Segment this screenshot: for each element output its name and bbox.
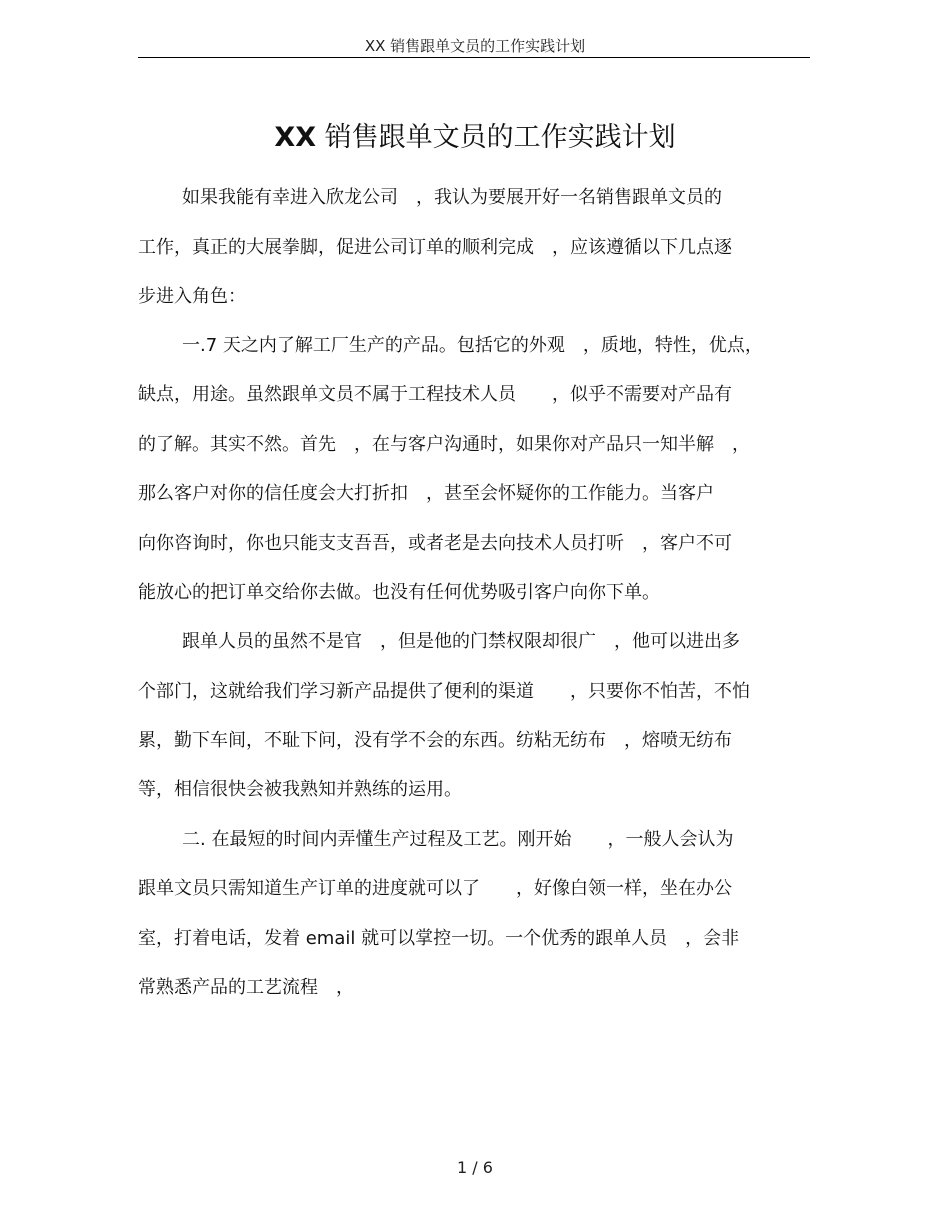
- body-line-5: 缺点，用途。虽然跟单文员不属于工程技术人员 ，似乎不需要对产品有: [138, 384, 732, 405]
- body-line-4: 一.7 天之内了解工厂生产的产品。包括它的外观 ，质地，特性，优点，: [182, 335, 763, 356]
- body-line-16: 室，打着电话，发着 email 就可以掌控一切。一个优秀的跟单人员 ，会非: [138, 928, 740, 949]
- body-line-10: 跟单人员的虽然不是官 ，但是他的门禁权限却很广 ，他可以进出多: [182, 631, 740, 652]
- body-line-6: 的了解。其实不然。首先 ，在与客户沟通时，如果你对产品只一知半解 ，: [138, 434, 750, 455]
- body-line-14: 二. 在最短的时间内弄懂生产过程及工艺。刚开始 ，一般人会认为: [182, 829, 734, 850]
- body-line-13: 等，相信很快会被我熟知并熟练的运用。: [138, 779, 462, 800]
- body-line-17: 常熟悉产品的工艺流程 ，: [138, 977, 354, 998]
- body-line-3: 步进入角色：: [138, 286, 246, 307]
- document-title-prefix: XX: [274, 122, 317, 153]
- running-header: XX 销售跟单文员的工作实践计划: [364, 37, 586, 55]
- body-line-11: 个部门，这就给我们学习新产品提供了便利的渠道 ，只要你不怕苦，不怕: [138, 681, 750, 702]
- body-line-12: 累，勤下车间，不耻下问，没有学不会的东西。纺粘无纺布 ，熔喷无纺布: [138, 730, 732, 751]
- body-line-9: 能放心的把订单交给你去做。也没有任何优势吸引客户向你下单。: [138, 582, 660, 603]
- body-line-2: 工作，真正的大展拳脚，促进公司订单的顺利完成 ，应该遵循以下几点逐: [138, 237, 732, 258]
- body-line-15: 跟单文员只需知道生产订单的进度就可以了 ，好像白领一样，坐在办公: [138, 878, 732, 899]
- body-line-1: 如果我能有幸进入欣龙公司 ，我认为要展开好一名销售跟单文员的: [182, 187, 722, 208]
- body-line-8: 向你咨询时，你也只能支支吾吾，或者老是去向技术人员打听 ，客户不可: [138, 533, 732, 554]
- document-title-text: 销售跟单文员的工作实践计划: [316, 122, 676, 153]
- body-line-7: 那么客户对你的信任度会大打折扣 ，甚至会怀疑你的工作能力。当客户: [138, 483, 714, 504]
- page-number: 1 / 6: [457, 1158, 493, 1177]
- document-title: [0, 118, 950, 158]
- header-divider: [138, 57, 810, 58]
